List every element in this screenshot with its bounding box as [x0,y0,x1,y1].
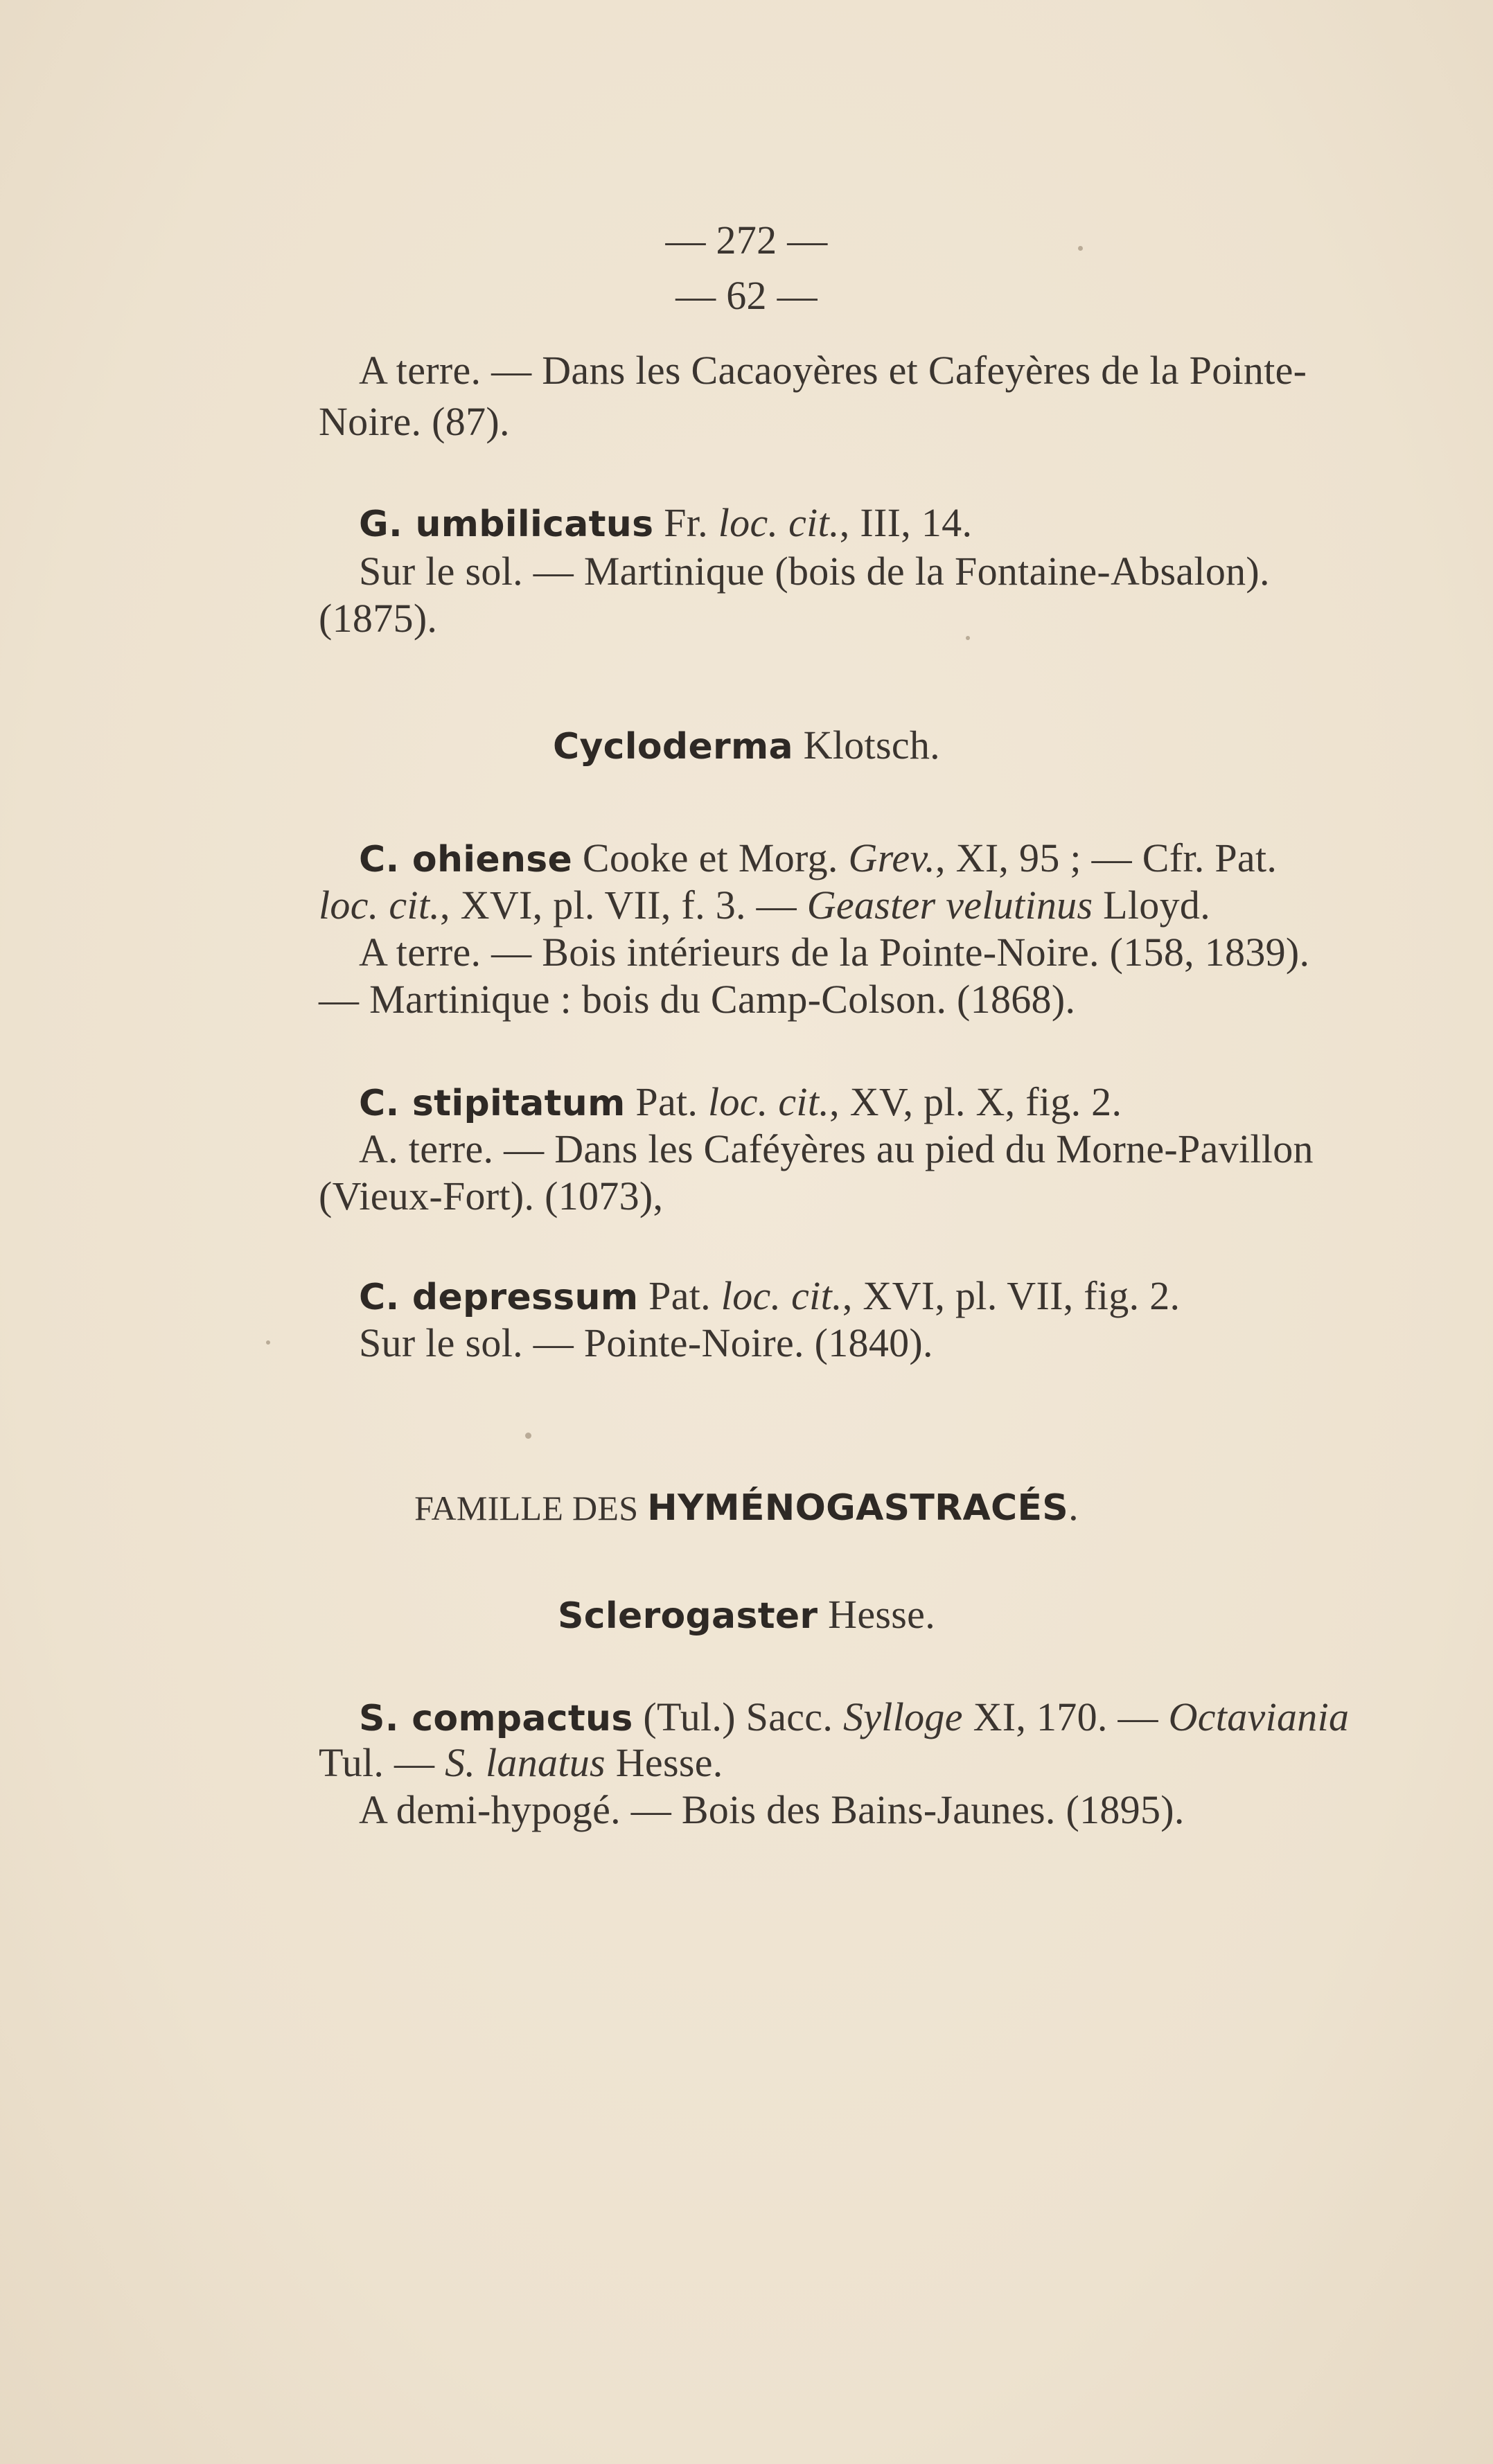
family-heading [0,1484,1493,1529]
text-line [319,1740,723,1785]
species-entry-depressum [359,1273,1181,1318]
author: Fr. [653,500,718,545]
text-line: A. terre. — Dans les Caféyères au pied du Morne-Pavillon [359,1126,1314,1171]
species-name: C. ohiense [359,839,573,880]
genus-name: Cycloderma [553,726,793,768]
synonym-author: Hesse. [605,1740,723,1785]
author: Pat. [638,1273,721,1318]
text-line: Sur le sol. — Pointe-Noire. (1840). [359,1320,933,1365]
reference: , XV, pl. X, fig. 2. [829,1079,1122,1124]
synonym: Octaviania [1168,1694,1350,1739]
family-name: HYMÉNOGASTRACÉS [647,1487,1069,1529]
species-name: S. compactus [359,1698,633,1739]
author: (Tul.) Sacc. [633,1694,843,1739]
text-line: (Vieux-Fort). (1073), [319,1173,664,1218]
family-suffix: . [1068,1484,1079,1529]
species-name: C. depressum [359,1277,639,1318]
text-line: — Martinique : bois du Camp-Colson. (1868). [319,977,1076,1022]
text-line: Noire. (87). [319,399,510,444]
species-entry-umbilicatus [359,500,973,545]
author: Pat. [625,1079,709,1124]
reference: XI, 170. — [962,1694,1169,1739]
section-number: — 62 — [675,273,818,318]
citation: loc. cit. [708,1079,830,1124]
text-line: A terre. — Dans les Cacaoyères et Cafeyères de la Pointe- [359,348,1307,393]
species-name: G. umbilicatus [359,504,654,545]
synonym-author: Tul. — [319,1740,445,1785]
synonym-author: Lloyd. [1093,883,1211,928]
species-name: C. stipitatum [359,1083,626,1124]
family-prefix: FAMILLE DES [414,1489,648,1527]
reference: , XVI, pl. VII, f. 3. — [440,883,807,928]
text-line: A demi-hypogé. — Bois des Bains-Jaunes. (1895). [359,1787,1185,1832]
text-line: (1875). [319,596,438,641]
citation: loc. cit. [718,500,840,545]
reference: , III, 14. [839,500,973,545]
genus-author: Klotsch. [793,723,940,768]
text-line [319,883,1211,928]
genus-author: Hesse. [818,1592,935,1637]
text-line: A terre. — Bois intérieurs de la Pointe-Noire. (158, 1839). [359,930,1310,975]
paper-speck [966,636,970,640]
reference: , XVI, pl. VII, fig. 2. [842,1273,1181,1318]
reference: , XI, 95 ; — Cfr. Pat. [935,835,1278,880]
synonym: Geaster velutinus [806,883,1093,928]
citation: Sylloge [842,1694,963,1739]
paper-speck [525,1433,531,1439]
synonym: S. lanatus [445,1740,606,1785]
genus-heading-sclerogaster [0,1592,1493,1637]
author: Cooke et Morg. [572,835,849,880]
page-number: — 272 — [665,218,828,263]
citation: loc. cit. [319,883,441,928]
citation: Grev. [848,835,936,880]
citation: loc. cit. [721,1273,842,1318]
paper-speck [266,1340,270,1345]
species-entry-ohiense [359,835,1278,880]
genus-name: Sclerogaster [558,1595,818,1637]
species-entry-stipitatum [359,1079,1122,1124]
genus-heading-cycloderma [0,723,1493,768]
text-line: Sur le sol. — Martinique (bois de la Fontaine-Absalon). [359,549,1270,594]
species-entry-compactus [359,1694,1350,1739]
